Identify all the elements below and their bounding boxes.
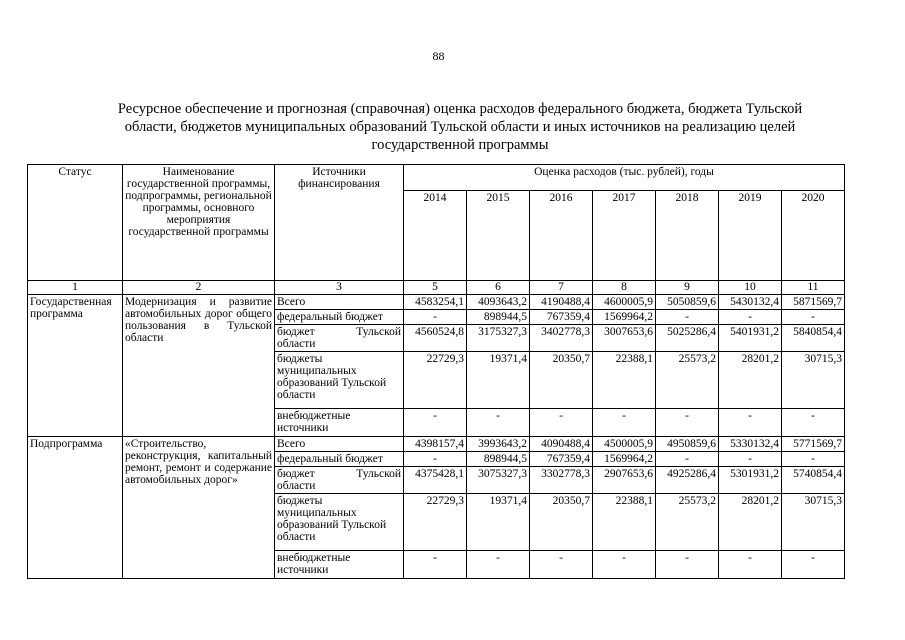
value-cell: 3402778,3 bbox=[530, 325, 593, 352]
value-cell: - bbox=[530, 551, 593, 579]
row-source-part: бюджет bbox=[277, 468, 315, 480]
value-cell: 4190488,4 bbox=[530, 295, 593, 310]
column-number: 8 bbox=[593, 281, 656, 295]
value-cell: 30715,3 bbox=[782, 494, 845, 551]
header-status: Статус bbox=[28, 165, 123, 281]
table-row bbox=[28, 437, 845, 452]
value-cell: 22388,1 bbox=[593, 494, 656, 551]
row-source: Всего bbox=[275, 295, 404, 310]
value-cell: 4500005,9 bbox=[593, 437, 656, 452]
row-program-name: «Строительство, реконструкция, капитальный ремонт, ремонт и содержание автомобильных дорог» bbox=[123, 437, 275, 579]
column-number: 5 bbox=[404, 281, 467, 295]
value-cell: - bbox=[782, 409, 845, 437]
value-cell: 5330132,4 bbox=[719, 437, 782, 452]
column-number: 3 bbox=[275, 281, 404, 295]
value-cell: 4600005,9 bbox=[593, 295, 656, 310]
value-cell: - bbox=[782, 551, 845, 579]
value-cell: 5401931,2 bbox=[719, 325, 782, 352]
title-line-3: государственной программы bbox=[371, 137, 549, 153]
value-cell: - bbox=[404, 310, 467, 325]
value-cell: 22388,1 bbox=[593, 352, 656, 409]
value-cell: 4925286,4 bbox=[656, 467, 719, 494]
header-estimate: Оценка расходов (тыс. рублей), годы bbox=[404, 165, 845, 191]
value-cell: 4560524,8 bbox=[404, 325, 467, 352]
row-source bbox=[275, 325, 404, 352]
value-cell: 28201,2 bbox=[719, 494, 782, 551]
row-source: внебюджетные источники bbox=[275, 551, 404, 579]
row-source-part: области bbox=[277, 480, 316, 492]
value-cell: - bbox=[404, 409, 467, 437]
value-cell: - bbox=[593, 409, 656, 437]
column-number: 1 bbox=[28, 281, 123, 295]
value-cell: 3175327,3 bbox=[467, 325, 530, 352]
value-cell: 3075327,3 bbox=[467, 467, 530, 494]
row-source bbox=[275, 467, 404, 494]
row-program-name: Модернизация и развитие автомобильных дорог общего пользования в Тульской области bbox=[123, 295, 275, 437]
value-cell: 20350,7 bbox=[530, 494, 593, 551]
value-cell: 4090488,4 bbox=[530, 437, 593, 452]
table-row bbox=[28, 295, 845, 310]
row-source: федеральный бюджет bbox=[275, 310, 404, 325]
value-cell: - bbox=[404, 452, 467, 467]
value-cell: 19371,4 bbox=[467, 494, 530, 551]
row-source-part: области bbox=[277, 338, 316, 350]
header-year: 2015 bbox=[467, 191, 530, 281]
value-cell: - bbox=[782, 452, 845, 467]
header-sources: Источники финансирования bbox=[275, 165, 404, 281]
value-cell: - bbox=[719, 551, 782, 579]
value-cell: - bbox=[719, 409, 782, 437]
header-year: 2018 bbox=[656, 191, 719, 281]
value-cell: 28201,2 bbox=[719, 352, 782, 409]
title-line-1: Ресурсное обеспечение и прогнозная (справочная) оценка расходов федерального бюджета, бюджета Тульской bbox=[117, 101, 803, 117]
value-cell: - bbox=[656, 310, 719, 325]
resource-table bbox=[27, 164, 845, 579]
value-cell: 19371,4 bbox=[467, 352, 530, 409]
value-cell: 22729,3 bbox=[404, 352, 467, 409]
value-cell: - bbox=[782, 310, 845, 325]
header-year: 2016 bbox=[530, 191, 593, 281]
value-cell: - bbox=[404, 551, 467, 579]
value-cell: 5840854,4 bbox=[782, 325, 845, 352]
value-cell: 20350,7 bbox=[530, 352, 593, 409]
row-source: федеральный бюджет bbox=[275, 452, 404, 467]
value-cell: 5871569,7 bbox=[782, 295, 845, 310]
value-cell: 4375428,1 bbox=[404, 467, 467, 494]
value-cell: 3302778,3 bbox=[530, 467, 593, 494]
value-cell: 1569964,2 bbox=[593, 452, 656, 467]
value-cell: 22729,3 bbox=[404, 494, 467, 551]
value-cell: - bbox=[656, 409, 719, 437]
page-number: 88 bbox=[432, 49, 445, 63]
value-cell: 4583254,1 bbox=[404, 295, 467, 310]
value-cell: 5050859,6 bbox=[656, 295, 719, 310]
value-cell: 5025286,4 bbox=[656, 325, 719, 352]
column-number: 9 bbox=[656, 281, 719, 295]
value-cell: 25573,2 bbox=[656, 494, 719, 551]
value-cell: - bbox=[530, 409, 593, 437]
row-source-part: Тульской bbox=[356, 468, 401, 480]
row-source: внебюджетные источники bbox=[275, 409, 404, 437]
title-line-2: области, бюджетов муниципальных образований Тульской области и иных источников на реализацию целей bbox=[124, 119, 796, 135]
row-source-part: Тульской bbox=[356, 326, 401, 338]
value-cell: 4093643,2 bbox=[467, 295, 530, 310]
row-source-part: бюджет bbox=[277, 326, 315, 338]
value-cell: 3993643,2 bbox=[467, 437, 530, 452]
value-cell: 5740854,4 bbox=[782, 467, 845, 494]
column-number: 11 bbox=[782, 281, 845, 295]
value-cell: 5771569,7 bbox=[782, 437, 845, 452]
value-cell: 898944,5 bbox=[467, 452, 530, 467]
value-cell: - bbox=[719, 452, 782, 467]
value-cell: 1569964,2 bbox=[593, 310, 656, 325]
value-cell: 767359,4 bbox=[530, 452, 593, 467]
value-cell: - bbox=[593, 551, 656, 579]
header-year: 2020 bbox=[782, 191, 845, 281]
value-cell: - bbox=[719, 310, 782, 325]
value-cell: 767359,4 bbox=[530, 310, 593, 325]
value-cell: 898944,5 bbox=[467, 310, 530, 325]
column-number: 10 bbox=[719, 281, 782, 295]
header-year: 2019 bbox=[719, 191, 782, 281]
value-cell: 5301931,2 bbox=[719, 467, 782, 494]
value-cell: - bbox=[656, 551, 719, 579]
value-cell: 5430132,4 bbox=[719, 295, 782, 310]
value-cell: 25573,2 bbox=[656, 352, 719, 409]
value-cell: - bbox=[467, 551, 530, 579]
header-year: 2014 bbox=[404, 191, 467, 281]
column-number: 2 bbox=[123, 281, 275, 295]
row-source: Всего bbox=[275, 437, 404, 452]
value-cell: 30715,3 bbox=[782, 352, 845, 409]
header-name: Наименование государственной программы, подпрограммы, региональной программы, основного мероприятия государственной программы bbox=[123, 165, 275, 281]
header-year: 2017 bbox=[593, 191, 656, 281]
column-number: 6 bbox=[467, 281, 530, 295]
value-cell: 2907653,6 bbox=[593, 467, 656, 494]
row-source: бюджеты муниципальных образований Тульской области bbox=[275, 352, 404, 409]
value-cell: - bbox=[467, 409, 530, 437]
value-cell: 4950859,6 bbox=[656, 437, 719, 452]
column-number: 7 bbox=[530, 281, 593, 295]
value-cell: 4398157,4 bbox=[404, 437, 467, 452]
row-status: Подпрограмма bbox=[28, 437, 123, 579]
row-status: Государственная программа bbox=[28, 295, 123, 437]
row-source: бюджеты муниципальных образований Тульской области bbox=[275, 494, 404, 551]
value-cell: 3007653,6 bbox=[593, 325, 656, 352]
value-cell: - bbox=[656, 452, 719, 467]
document-title bbox=[60, 100, 860, 154]
